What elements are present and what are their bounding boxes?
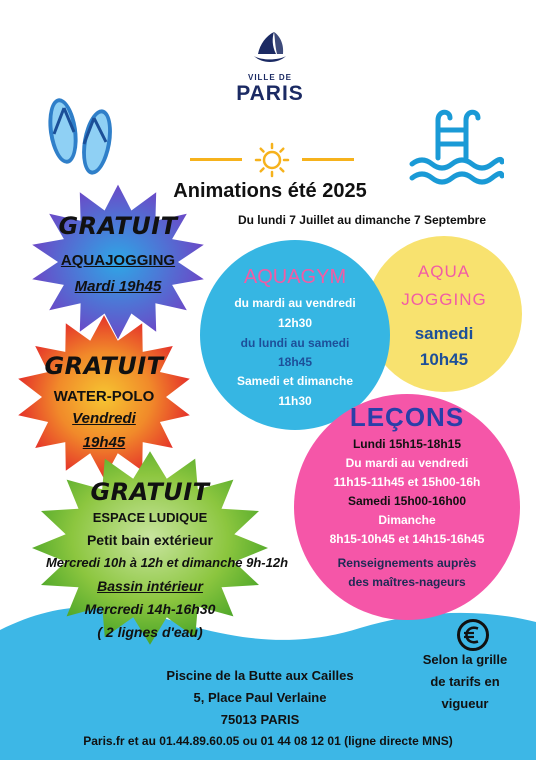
ludique-sub: Petit bain extérieur [86,532,214,548]
paris-ship-logo-icon [250,26,290,70]
divider-right [302,158,354,161]
lecons-line6: 8h15-10h45 et 14h15-16h45 [329,532,485,546]
logo-ville-de: VILLE DE [247,73,292,82]
lecons-line4: Samedi 15h00-16h00 [347,494,467,508]
lecons-line8: des maîtres-nageurs [348,575,466,589]
ludique-note: ( 2 lignes d'eau) [97,624,203,640]
pool-ladder-icon [408,106,504,188]
euro-icon [456,618,490,652]
ludique-schedule1: Mercredi 10h à 12h et dimanche 9h-12h [45,555,289,570]
lecons-line7: Renseignements auprès [337,556,477,570]
ludique-schedule2: Mercredi 14h-16h30 [84,601,216,617]
aquagym-line6: 11h30 [278,394,312,408]
aquagym-line2: 12h30 [277,316,313,330]
period-text: Du lundi 7 Juillet au dimanche 7 Septembre [237,213,487,227]
aquagym-line4: 18h45 [277,355,313,369]
aquagym-title: AQUAGYM [243,266,347,288]
address-line3: 75013 PARIS [220,712,300,727]
lecons-line3: 11h15-11h45 et 15h00-16h [333,475,481,489]
address-line2: 5, Place Paul Verlaine [193,690,327,705]
waterpolo-time: 19h45 [82,434,126,451]
divider-left [190,158,242,161]
lecons-line1: Lundi 15h15-18h15 [352,437,462,451]
aquajogging-free-label: GRATUIT [58,212,178,240]
jogging-circle-time: 10h45 [419,350,469,369]
ludique-sub2: Bassin intérieur [97,578,203,594]
waterpolo-activity: WATER-POLO [53,388,155,405]
waterpolo-free-label: GRATUIT [44,352,164,380]
waterpolo-day: Vendredi [72,410,136,427]
sun-icon [254,142,290,178]
aquajogging-activity: AQUAJOGGING [60,252,176,269]
contact-line: Paris.fr et au 01.44.89.60.05 ou 01 44 08 12 01 (ligne directe MNS) [83,734,453,748]
aquajogging-schedule: Mardi 19h45 [74,278,162,295]
address-line1: Piscine de la Butte aux Cailles [166,668,354,683]
lecons-title: LEÇONS [349,402,465,432]
aquagym-line3: du lundi au samedi [240,336,350,350]
aquagym-line5: Samedi et dimanche [236,374,354,388]
tarifs-line2: de tarifs en [430,674,500,689]
flip-flops-icon [44,96,118,182]
tarifs-line3: vigueur [441,696,489,711]
ludique-activity: ESPACE LUDIQUE [92,510,208,525]
jogging-circle-title1: AQUA [417,262,471,281]
ludique-free-label: GRATUIT [90,478,210,506]
lecons-line2: Du mardi au vendredi [345,456,469,470]
tarifs-line1: Selon la grille [422,652,508,667]
aquagym-line1: du mardi au vendredi [234,296,356,310]
jogging-circle-title2: JOGGING [401,290,487,309]
logo-paris: PARIS [236,82,304,105]
page-title: Animations été 2025 [173,180,367,202]
jogging-circle-day: samedi [414,324,474,343]
lecons-line5: Dimanche [378,513,436,527]
